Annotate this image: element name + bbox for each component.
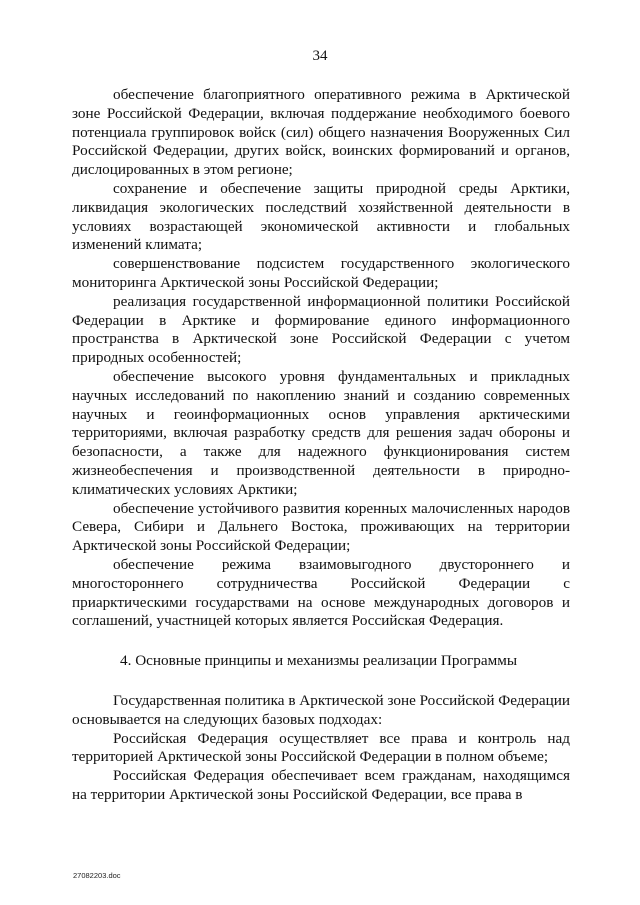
footer-filename: 27082203.doc	[73, 871, 121, 880]
list-item: обеспечение благоприятного оперативного режима в Арктической зоне Российской Федерации, включая поддержание необходимого боевого потенциала группировок войск (сил) общего назначения Вооруженных Сил Российской Федерации, других войск, воинских формирований и органов, дислоцированных в этом регионе;	[72, 86, 570, 179]
list-item: реализация государственной информационной политики Российской Федерации в Арктике и формирование единого информационного пространства в Арктической зоне Российской Федерации с учетом природных особенностей;	[72, 292, 570, 367]
document-body	[72, 86, 570, 805]
section-paragraph: Государственная политика в Арктической зоне Российской Федерации основывается на следующих базовых подходах:	[72, 691, 570, 728]
list-item: обеспечение высокого уровня фундаментальных и прикладных научных исследований по накоплению знаний и созданию современных научных и геоинформационных основ управления арктическими территориями, включая разработку средств для решения задач обороны и безопасности, а также для надежного функционирования систем жизнеобеспечения и производственной деятельности в природно-климатических условиях Арктики;	[72, 367, 570, 498]
list-item: обеспечение устойчивого развития коренных малочисленных народов Севера, Сибири и Дальнего Востока, проживающих на территории Арктической зоны Российской Федерации;	[72, 499, 570, 555]
section-heading: 4. Основные принципы и механизмы реализации Программы	[120, 652, 518, 670]
section-paragraph: Российская Федерация осуществляет все права и контроль над территорией Арктической зоны Российской Федерации в полном объеме;	[72, 729, 570, 766]
section-paragraph: Российская Федерация обеспечивает всем гражданам, находящимся на территории Арктической зоны Российской Федерации, все права в	[72, 767, 570, 803]
list-item: совершенствование подсистем государственного экологического мониторинга Арктической зоны Российской Федерации;	[72, 255, 570, 291]
list-item: сохранение и обеспечение защиты природной среды Арктики, ликвидация экологических последствий хозяйственной деятельности в условиях возрастающей экономической активности и глобальных изменений климата;	[72, 179, 570, 254]
list-item: обеспечение режима взаимовыгодного двустороннего и многостороннего сотрудничества Российской Федерации с приарктическими государствами на основе международных договоров и соглашений, участницей которых является Российская Федерация.	[72, 555, 570, 630]
page-number: 34	[312, 48, 328, 64]
